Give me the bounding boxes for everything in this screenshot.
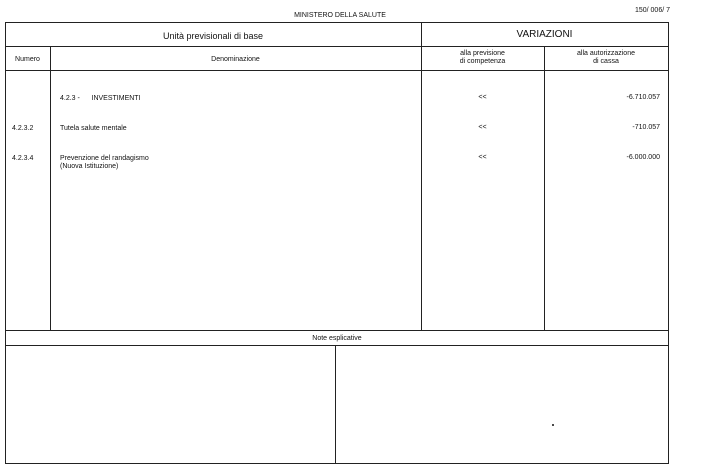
row-competenza: << [478,124,487,131]
row-competenza: << [478,154,487,161]
notes-left-cell [6,346,335,463]
page-code: 150/ 006/ 7 [634,7,670,14]
column-numero: Numero [15,56,40,63]
row-cassa: -6.710.057 [626,94,660,101]
row-label: Prevenzione del randagismo (Nuova Istituzione) [60,155,149,170]
row-competenza: << [478,94,487,101]
group-title: Unità previsionali di base [162,31,264,41]
row-cassa: -710.057 [632,124,660,131]
row-label: Tutela salute mentale [60,125,127,132]
row-label: 4.2.3 - INVESTIMENTI [60,95,141,102]
row-numero: 4.2.3.4 [12,155,34,162]
row-cassa: -6.000.000 [626,154,660,161]
variations-title: VARIAZIONI [516,29,573,40]
column-competenza: alla previsione di competenza [459,50,506,65]
scan-speck [552,424,554,426]
column-denominazione: Denominazione [211,56,260,63]
column-cassa: alla autorizzazione di cassa [577,50,635,65]
row-numero: 4.2.3.2 [12,125,34,132]
notes-right-cell [336,346,668,463]
notes-title: Note esplicative [312,335,362,342]
ministry-title: MINISTERO DELLA SALUTE [294,12,386,19]
